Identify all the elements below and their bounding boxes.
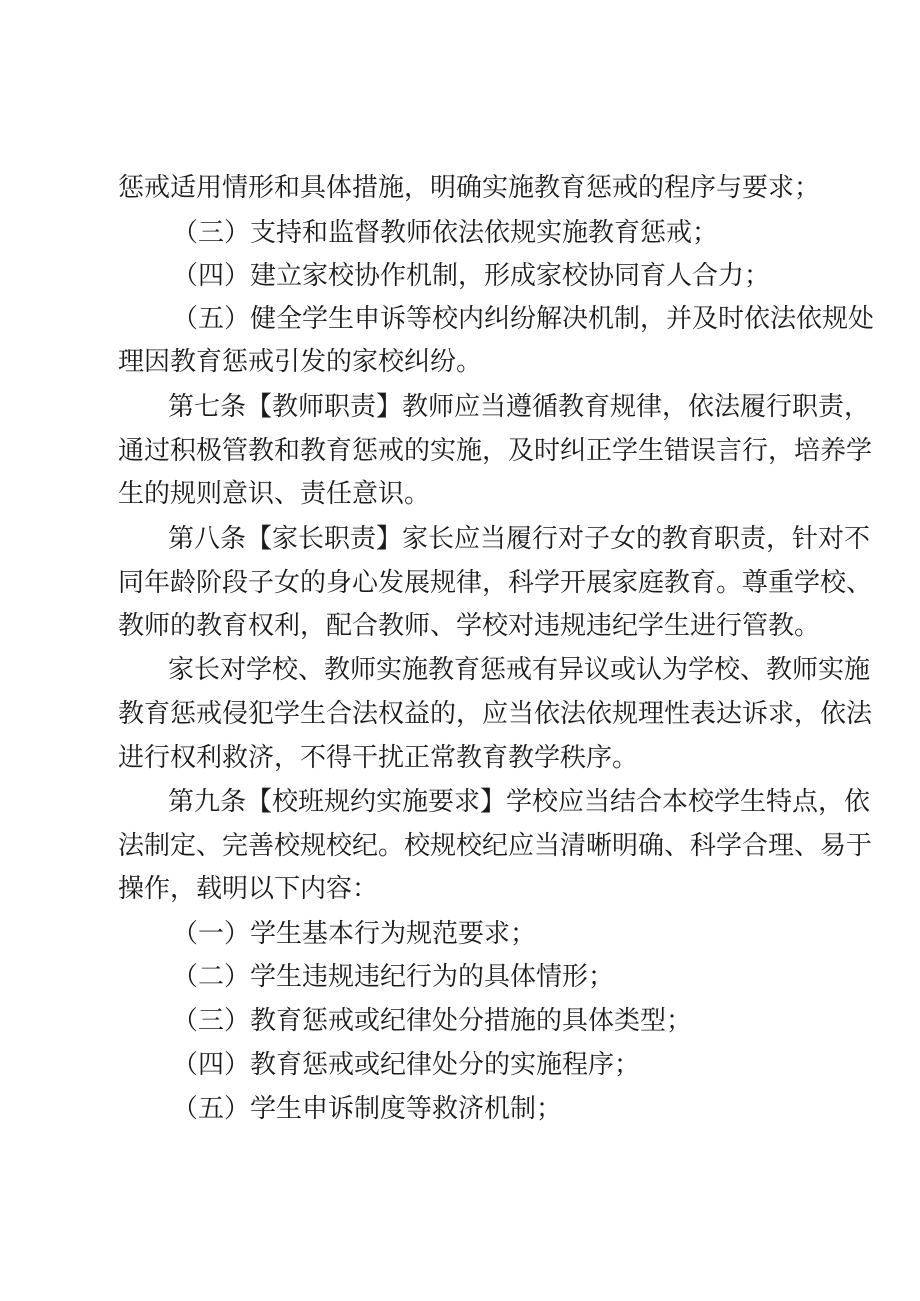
text-line: 进行权利救济，不得干扰正常教育教学秩序。	[118, 743, 639, 773]
text-line: 惩戒适用情形和具体措施，明确实施教育惩戒的程序与要求；	[118, 173, 821, 203]
text-line: 生的规则意识、责任意识。	[118, 479, 431, 509]
text-line: 第七条【教师职责】教师应当遵循教育规律，依法履行职责，	[168, 392, 871, 422]
text-line: 通过积极管教和教育惩戒的实施，及时纠正学生错误言行，培养学	[118, 436, 873, 466]
text-line: （二）学生违规违纪行为的具体情形；	[172, 962, 615, 992]
text-line: （五）健全学生申诉等校内纠纷解决机制，并及时依法依规处	[172, 304, 875, 334]
text-line: 第八条【家长职责】家长应当履行对子女的教育职责，针对不	[168, 524, 871, 554]
text-line: 第九条【校班规约实施要求】学校应当结合本校学生特点，依	[168, 787, 871, 817]
text-line: （一）学生基本行为规范要求；	[172, 919, 537, 949]
text-line: （三）支持和监督教师依法依规实施教育惩戒；	[172, 218, 719, 248]
text-line: 同年龄阶段子女的身心发展规律，科学开展家庭教育。尊重学校、	[118, 568, 873, 598]
text-line: 教育惩戒侵犯学生合法权益的，应当依法依规理性表达诉求，依法	[118, 699, 873, 729]
text-line: 家长对学校、教师实施教育惩戒有异议或认为学校、教师实施	[168, 655, 871, 685]
text-line: （三）教育惩戒或纪律处分措施的具体类型；	[172, 1006, 693, 1036]
text-line: 法制定、完善校规校纪。校规校纪应当清晰明确、科学合理、易于	[118, 831, 873, 861]
text-line: 教师的教育权利，配合教师、学校对违规违纪学生进行管教。	[118, 611, 821, 641]
text-line: 理因教育惩戒引发的家校纠纷。	[118, 347, 483, 377]
text-line: （四）建立家校协作机制，形成家校协同育人合力；	[172, 261, 771, 291]
text-line: 操作，载明以下内容：	[118, 874, 379, 904]
text-line: （五）学生申诉制度等救济机制；	[172, 1094, 563, 1124]
text-line: （四）教育惩戒或纪律处分的实施程序；	[172, 1050, 641, 1080]
